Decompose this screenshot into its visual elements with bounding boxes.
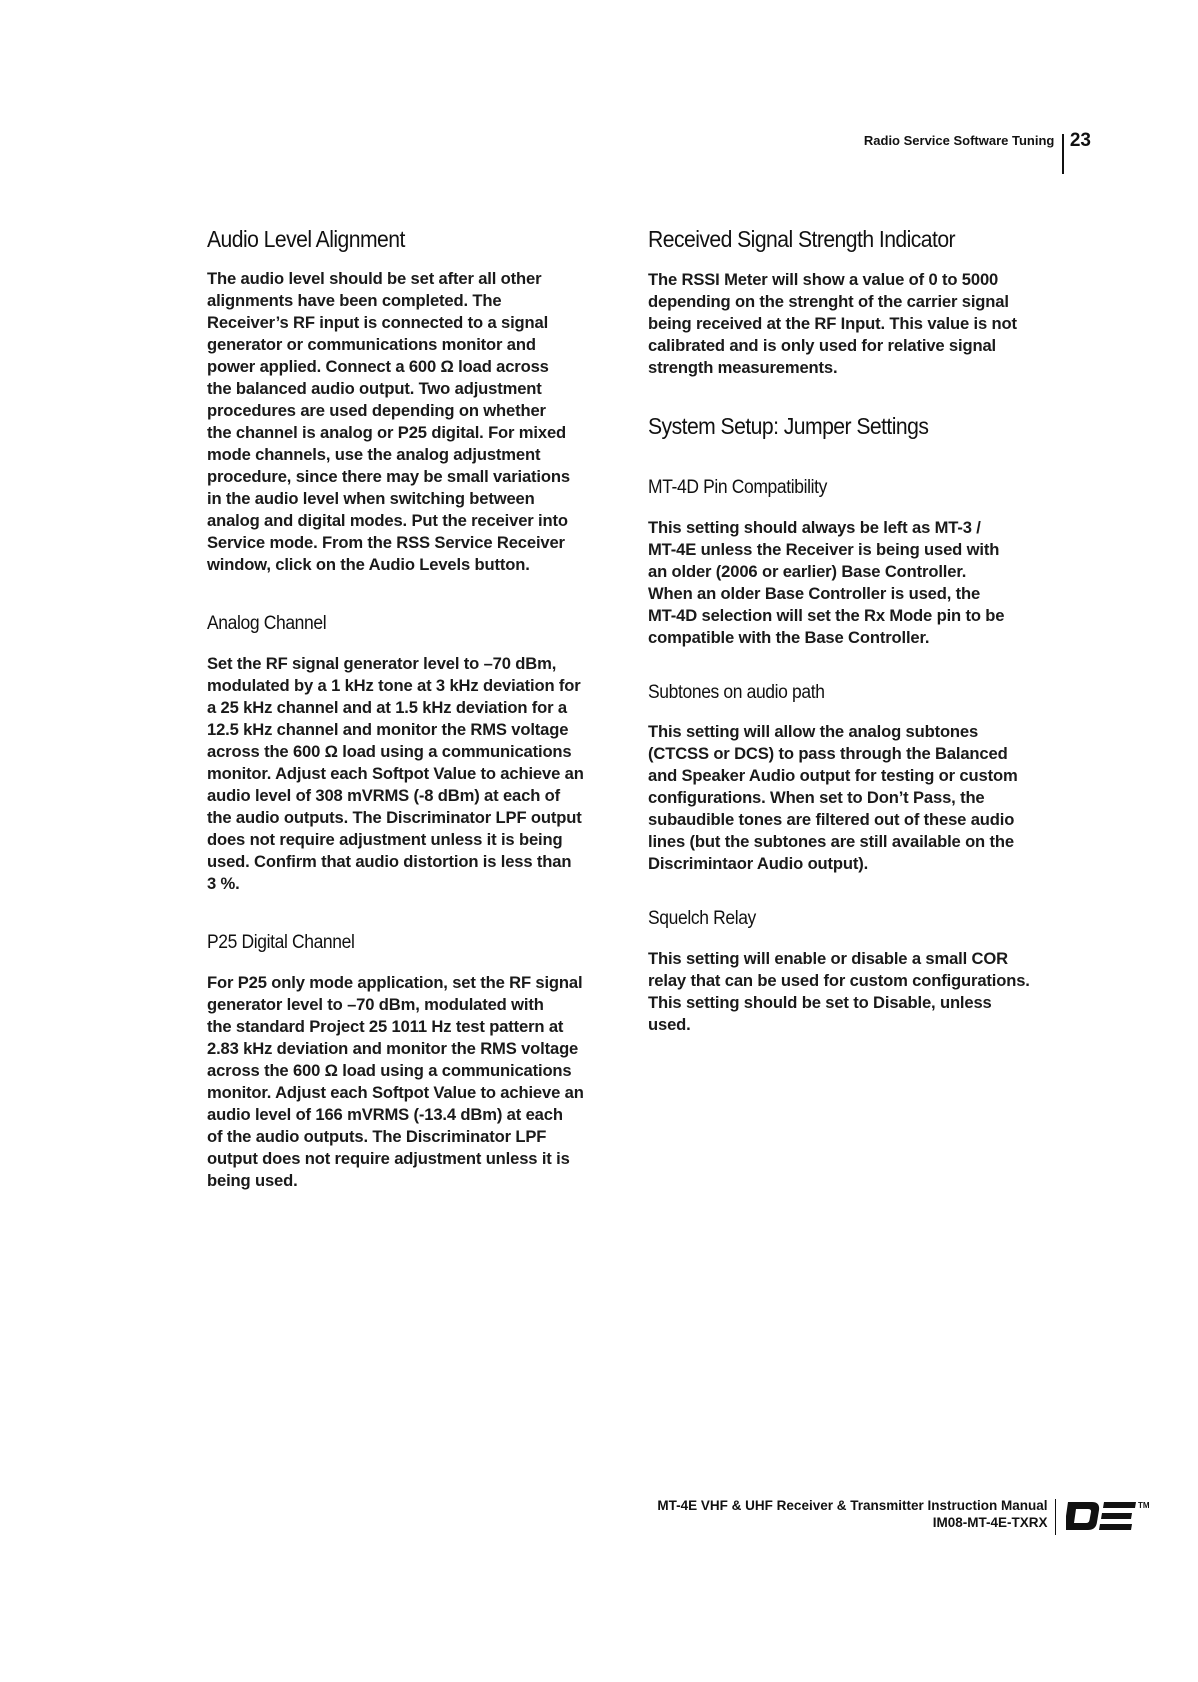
squelch-relay-paragraph xyxy=(648,948,1068,1036)
paragraph-line: generator or communications monitor and xyxy=(207,335,536,354)
svg-text:TM: TM xyxy=(1138,1501,1150,1510)
paragraph-line: window, click on the Audio Levels button. xyxy=(207,555,530,574)
paragraph-line: depending on the strenght of the carrier signal xyxy=(648,292,1009,311)
system-setup-heading: System Setup: Jumper Settings xyxy=(648,413,929,439)
rssi-paragraph xyxy=(648,269,1068,379)
paragraph-line: mode channels, use the analog adjustment xyxy=(207,445,541,464)
audio-level-alignment-heading: Audio Level Alignment xyxy=(207,226,405,252)
paragraph-line: procedures are used depending on whether xyxy=(207,401,546,420)
paragraph-line: the balanced audio output. Two adjustment xyxy=(207,379,542,398)
paragraph-line: an older (2006 or earlier) Base Controller. xyxy=(648,562,967,581)
paragraph-line: MT-4E unless the Receiver is being used with xyxy=(648,540,1000,559)
paragraph-line: the standard Project 25 1011 Hz test pattern at xyxy=(207,1017,564,1036)
paragraph-line: generator level to –70 dBm, modulated with xyxy=(207,995,544,1014)
paragraph-line: modulated by a 1 kHz tone at 3 kHz deviation for xyxy=(207,676,581,695)
paragraph-line: the channel is analog or P25 digital. For mixed xyxy=(207,423,567,442)
header-section-title: Radio Service Software Tuning xyxy=(863,133,1055,148)
analog-channel-heading: Analog Channel xyxy=(207,613,327,634)
de-logo-icon xyxy=(1066,1500,1152,1532)
paragraph-line: used. xyxy=(648,1015,691,1034)
paragraph-line: audio level of 308 mVRMS (-8 dBm) at each of xyxy=(207,786,561,805)
paragraph-line: and Speaker Audio output for testing or custom xyxy=(648,766,1018,785)
paragraph-line: across the 600 Ω load using a communications xyxy=(207,1061,572,1080)
paragraph-line: the audio outputs. The Discriminator LPF output xyxy=(207,808,582,827)
pin-compatibility-paragraph xyxy=(648,517,1068,649)
paragraph-line: 12.5 kHz channel and monitor the RMS voltage xyxy=(207,720,569,739)
paragraph-line: Set the RF signal generator level to –70 dBm, xyxy=(207,654,557,673)
paragraph-line: relay that can be used for custom configurations. xyxy=(648,971,1030,990)
paragraph-line: The RSSI Meter will show a value of 0 to 5000 xyxy=(648,270,999,289)
squelch-relay-heading: Squelch Relay xyxy=(648,908,756,929)
pin-compatibility-heading: MT-4D Pin Compatibility xyxy=(648,477,828,498)
footer-text xyxy=(657,1497,1054,1531)
analog-channel-paragraph xyxy=(207,653,617,895)
paragraph-line: (CTCSS or DCS) to pass through the Balanced xyxy=(648,744,1008,763)
paragraph-line: Service mode. From the RSS Service Receiver xyxy=(207,533,565,552)
page-header xyxy=(864,130,1091,174)
paragraph-line: lines (but the subtones are still available on the xyxy=(648,832,1014,851)
paragraph-line: This setting will enable or disable a small COR xyxy=(648,949,1008,968)
paragraph-line: a 25 kHz channel and at 1.5 kHz deviation for a xyxy=(207,698,567,717)
paragraph-line: Discrimintaor Audio output). xyxy=(648,854,869,873)
paragraph-line: Receiver’s RF input is connected to a signal xyxy=(207,313,549,332)
paragraph-line: does not require adjustment unless it is being xyxy=(207,830,563,849)
paragraph-line: For P25 only mode application, set the RF signal xyxy=(207,973,583,992)
paragraph-line: output does not require adjustment unless it is xyxy=(207,1149,570,1168)
paragraph-line: used. Confirm that audio distortion is less than xyxy=(207,852,572,871)
paragraph-line: monitor. Adjust each Softpot Value to achieve an xyxy=(207,1083,584,1102)
page-footer xyxy=(657,1497,1152,1535)
footer-divider xyxy=(1055,1499,1057,1535)
paragraph-line: compatible with the Base Controller. xyxy=(648,628,930,647)
paragraph-line: subaudible tones are filtered out of these audio xyxy=(648,810,1015,829)
page-number: 23 xyxy=(1069,130,1091,151)
paragraph-line: 3 %. xyxy=(207,874,240,893)
paragraph-line: alignments have been completed. The xyxy=(207,291,502,310)
paragraph-line: being used. xyxy=(207,1171,298,1190)
right-column xyxy=(648,226,1068,1036)
left-column xyxy=(207,226,617,1192)
paragraph-line: being received at the RF Input. This value is not xyxy=(648,314,1017,333)
paragraph-line: The audio level should be set after all other xyxy=(207,269,542,288)
document-code: IM08-MT-4E-TXRX xyxy=(932,1515,1048,1530)
manual-title: MT-4E VHF & UHF Receiver & Transmitter Instruction Manual xyxy=(657,1498,1048,1513)
paragraph-line: in the audio level when switching between xyxy=(207,489,535,508)
audio-level-alignment-paragraph xyxy=(207,268,617,576)
paragraph-line: procedure, since there may be small variations xyxy=(207,467,570,486)
paragraph-line: This setting will allow the analog subtones xyxy=(648,722,979,741)
paragraph-line: This setting should be set to Disable, unless xyxy=(648,993,992,1012)
paragraph-line: monitor. Adjust each Softpot Value to achieve an xyxy=(207,764,584,783)
subtones-heading: Subtones on audio path xyxy=(648,682,825,703)
paragraph-line: configurations. When set to Don’t Pass, the xyxy=(648,788,985,807)
p25-digital-channel-heading: P25 Digital Channel xyxy=(207,932,355,953)
paragraph-line: calibrated and is only used for relative signal xyxy=(648,336,996,355)
paragraph-line: across the 600 Ω load using a communications xyxy=(207,742,572,761)
p25-digital-channel-paragraph xyxy=(207,972,617,1192)
paragraph-line: audio level of 166 mVRMS (-13.4 dBm) at each xyxy=(207,1105,563,1124)
rssi-heading: Received Signal Strength Indicator xyxy=(648,226,956,252)
paragraph-line: analog and digital modes. Put the receiver into xyxy=(207,511,568,530)
paragraph-line: 2.83 kHz deviation and monitor the RMS voltage xyxy=(207,1039,579,1058)
paragraph-line: power applied. Connect a 600 Ω load across xyxy=(207,357,549,376)
paragraph-line: strength measurements. xyxy=(648,358,838,377)
paragraph-line: This setting should always be left as MT-3 / xyxy=(648,518,981,537)
paragraph-line: of the audio outputs. The Discriminator LPF xyxy=(207,1127,547,1146)
paragraph-line: MT-4D selection will set the Rx Mode pin to be xyxy=(648,606,1005,625)
subtones-paragraph xyxy=(648,721,1068,875)
paragraph-line: When an older Base Controller is used, the xyxy=(648,584,981,603)
